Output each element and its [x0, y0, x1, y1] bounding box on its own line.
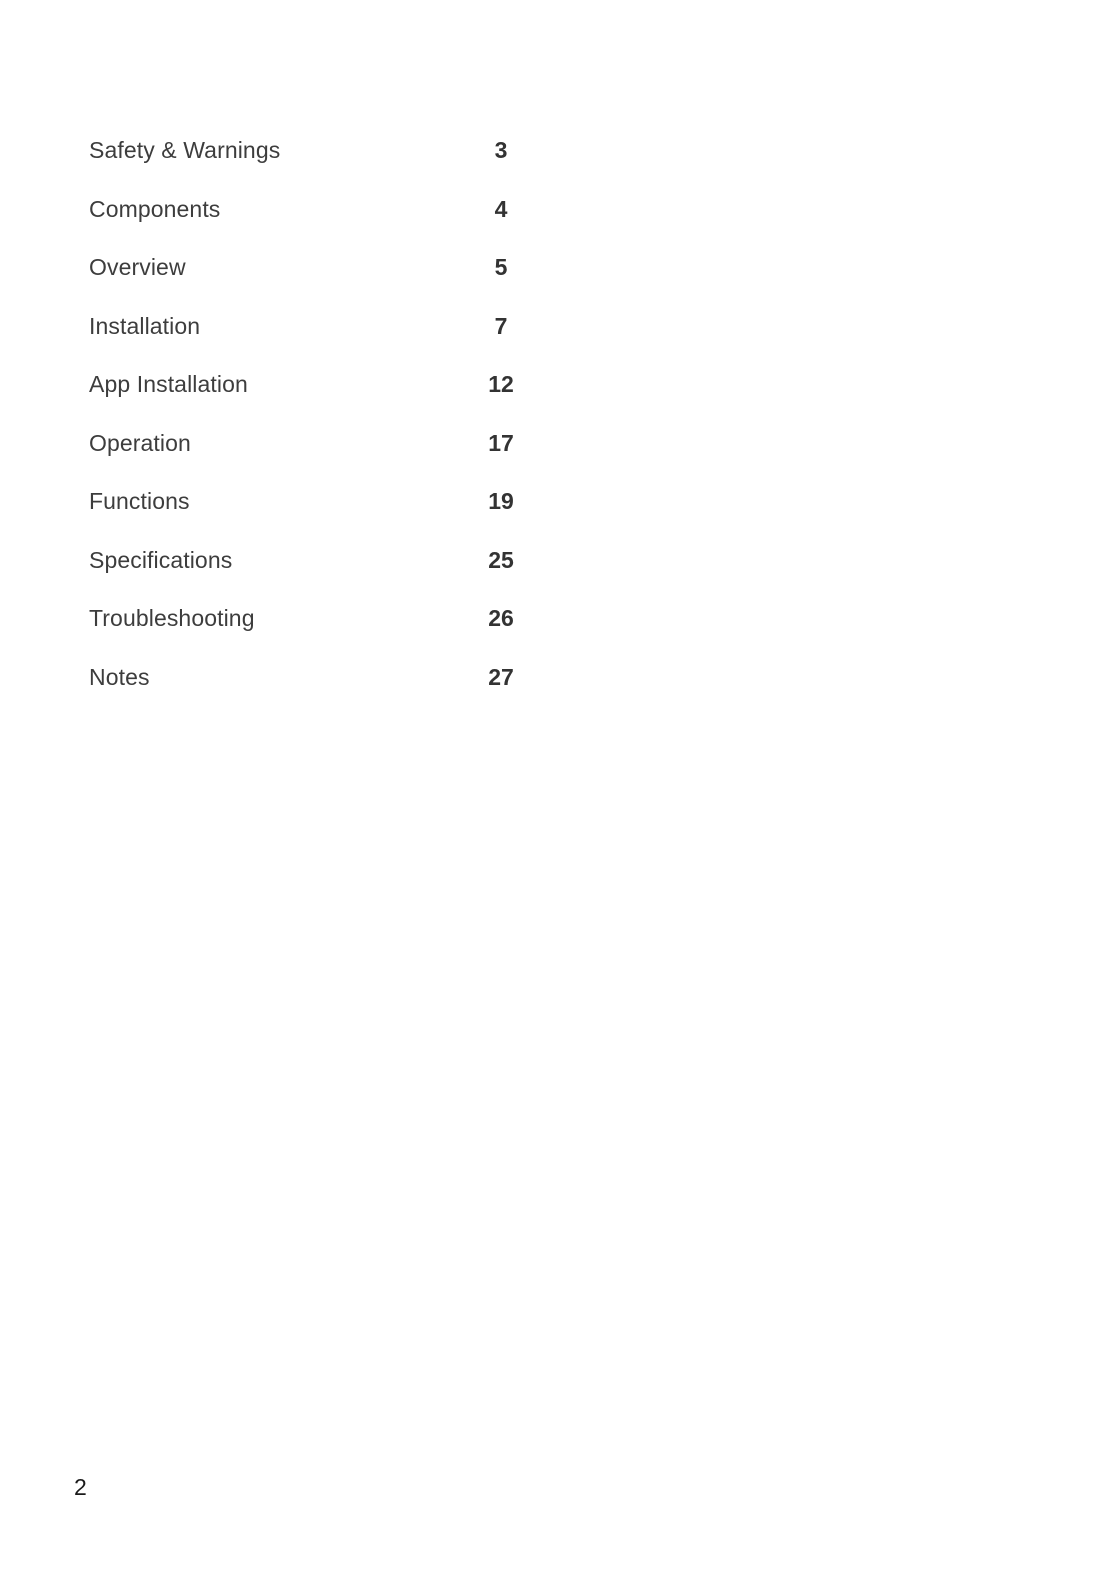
toc-entry-page: 19: [488, 488, 514, 514]
toc-entry-functions[interactable]: [89, 486, 529, 545]
table-of-contents: [89, 135, 529, 720]
toc-entry-title: App Installation: [89, 371, 248, 397]
toc-entry-notes[interactable]: [89, 662, 529, 721]
toc-entry-safety-warnings[interactable]: [89, 135, 529, 194]
toc-entry-title: Specifications: [89, 546, 233, 573]
toc-entry-app-installation[interactable]: [89, 369, 529, 428]
toc-entry-page: 17: [488, 429, 514, 456]
toc-entry-operation[interactable]: [89, 428, 529, 487]
toc-entry-title: Overview: [89, 254, 186, 280]
toc-entry-title: Functions: [89, 488, 190, 514]
toc-entry-title: Safety & Warnings: [89, 137, 281, 163]
toc-entry-title: Operation: [89, 429, 191, 456]
toc-entry-specifications[interactable]: [89, 545, 529, 604]
toc-entry-troubleshooting[interactable]: [89, 603, 529, 662]
toc-entry-page: 27: [488, 663, 514, 690]
toc-entry-overview[interactable]: [89, 252, 529, 311]
toc-entry-components[interactable]: [89, 194, 529, 253]
toc-entry-page: 7: [494, 312, 508, 339]
toc-entry-installation[interactable]: [89, 311, 529, 370]
toc-entry-page: 3: [494, 137, 508, 163]
toc-entry-page: 4: [494, 195, 508, 222]
toc-entry-title: Installation: [89, 312, 201, 339]
toc-entry-title: Troubleshooting: [89, 605, 255, 631]
toc-entry-page: 12: [488, 371, 514, 397]
toc-entry-page: 5: [494, 254, 508, 280]
page-number: 2: [74, 1474, 87, 1500]
toc-entry-title: Components: [89, 195, 221, 222]
toc-entry-title: Notes: [89, 663, 150, 690]
toc-entry-page: 25: [488, 546, 514, 573]
toc-entry-page: 26: [488, 605, 514, 631]
